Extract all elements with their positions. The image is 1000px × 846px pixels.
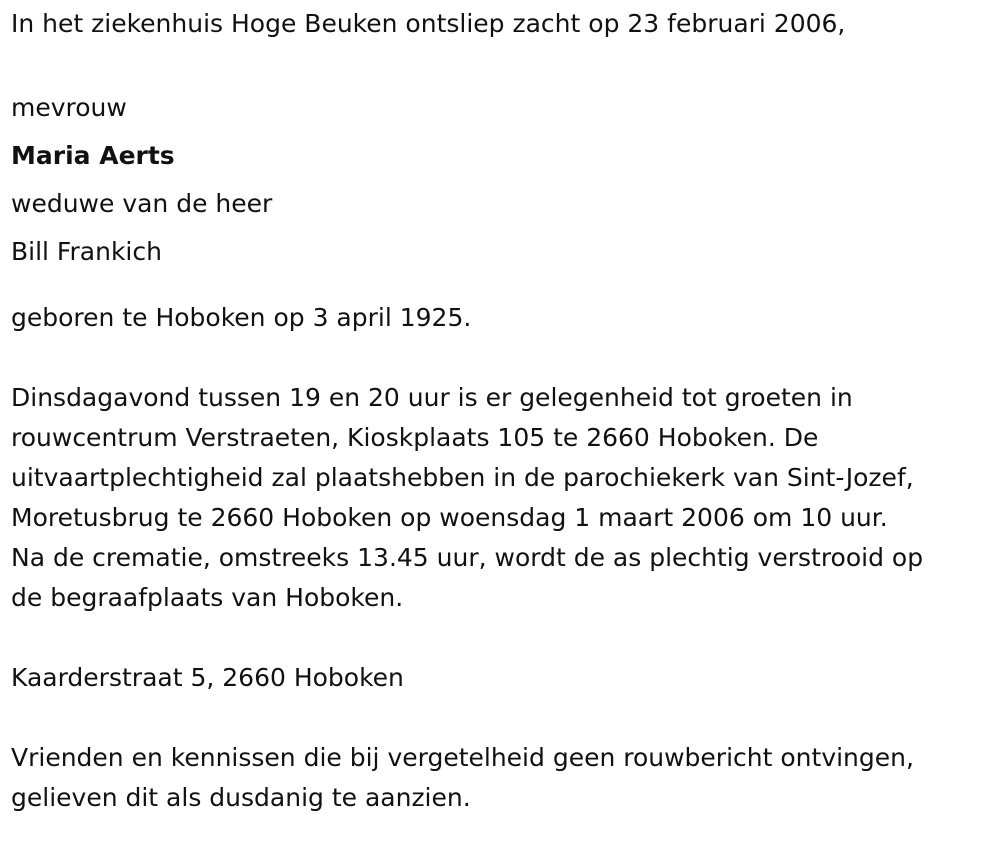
closing-paragraph bbox=[11, 738, 986, 818]
ceremony-paragraph bbox=[11, 378, 986, 618]
spacer bbox=[11, 618, 986, 658]
birth-line: geboren te Hoboken op 3 april 1925. bbox=[11, 303, 472, 332]
relation-line: weduwe van de heer bbox=[11, 189, 273, 218]
ceremony-line: Moretusbrug te 2660 Hoboken op woensdag 1 maart 2006 om 10 uur. bbox=[11, 503, 888, 532]
ceremony-line: uitvaartplechtigheid zal plaatshebben in de parochiekerk van Sint-Jozef, bbox=[11, 463, 914, 492]
spacer bbox=[11, 276, 986, 298]
spacer bbox=[11, 698, 986, 738]
deceased-name: Maria Aerts bbox=[11, 141, 175, 170]
closing-line: gelieven dit als dusdanig te aanzien. bbox=[11, 783, 471, 812]
spacer bbox=[11, 44, 986, 84]
spacer bbox=[11, 338, 986, 378]
death-notice bbox=[11, 4, 986, 818]
ceremony-line: Dinsdagavond tussen 19 en 20 uur is er gelegenheid tot groeten in bbox=[11, 383, 853, 412]
address-line: Kaarderstraat 5, 2660 Hoboken bbox=[11, 663, 404, 692]
title-line: mevrouw bbox=[11, 93, 127, 122]
ceremony-line: Na de crematie, omstreeks 13.45 uur, wordt de as plechtig verstrooid op bbox=[11, 543, 924, 572]
ceremony-line: rouwcentrum Verstraeten, Kioskplaats 105 te 2660 Hoboken. De bbox=[11, 423, 819, 452]
intro-line: In het ziekenhuis Hoge Beuken ontsliep zacht op 23 februari 2006, bbox=[11, 9, 846, 38]
ceremony-line: de begraafplaats van Hoboken. bbox=[11, 583, 404, 612]
closing-line: Vrienden en kennissen die bij vergetelheid geen rouwbericht ontvingen, bbox=[11, 743, 914, 772]
spouse-name: Bill Frankich bbox=[11, 237, 162, 266]
